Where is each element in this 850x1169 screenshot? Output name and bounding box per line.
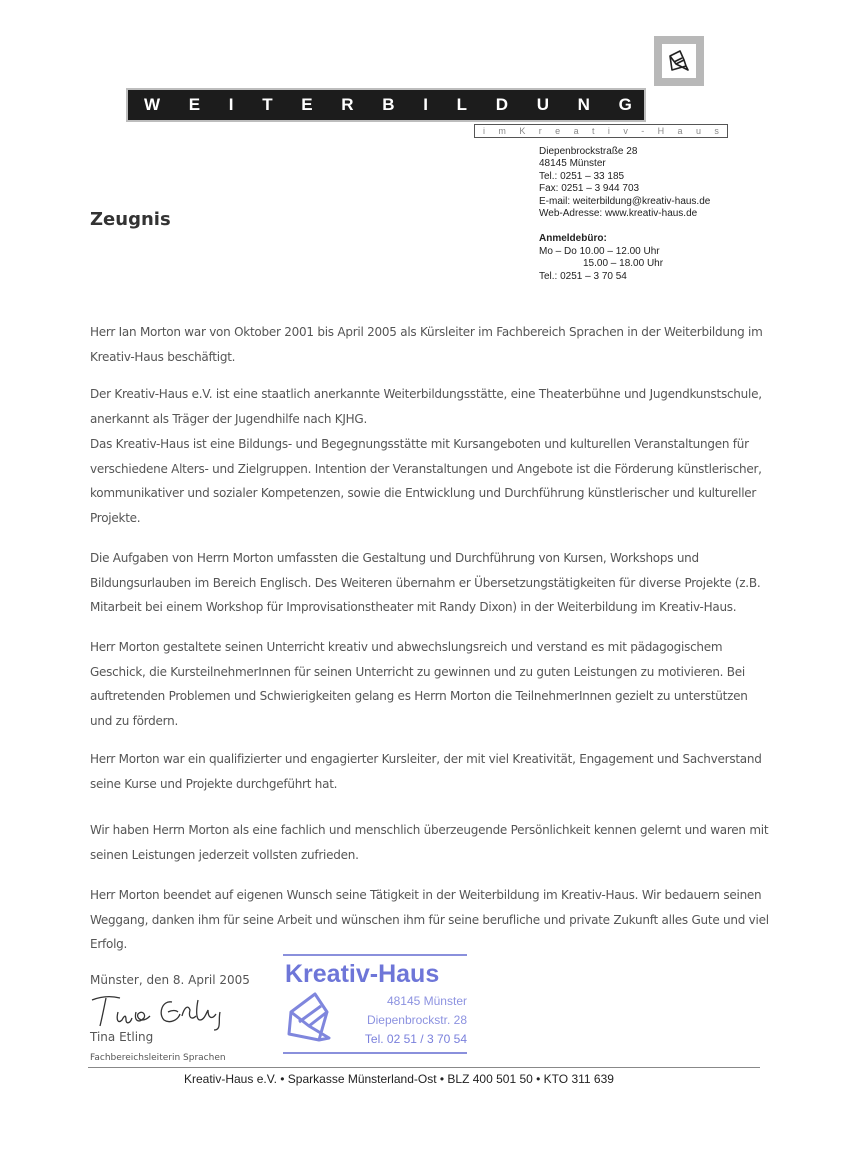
banner-letter: W bbox=[144, 95, 161, 114]
sub-letter: K bbox=[519, 126, 526, 136]
paragraph-qualification: Herr Morton war ein qualifizierter und engagierter Kursleiter, der mit viel Kreativität, Engagement und Sachverstand seine Kurse und Projekte durchgeführt hat. bbox=[90, 752, 762, 791]
banner-letter: G bbox=[618, 95, 632, 114]
stamp-bottom-line bbox=[283, 1052, 467, 1054]
address-web[interactable]: Web-Adresse: www.kreativ-haus.de bbox=[539, 208, 698, 220]
stamp-city: 48145 Münster bbox=[386, 994, 467, 1008]
logo-box bbox=[654, 36, 704, 86]
address-city: 48145 Münster bbox=[539, 158, 606, 170]
stamp-street: Diepenbrockstr. 28 bbox=[366, 1013, 467, 1027]
address-tel: Tel.: 0251 – 33 185 bbox=[539, 170, 625, 182]
paragraph-organization: Der Kreativ-Haus e.V. ist eine staatlich anerkannte Weiterbildungsstätte, eine Theaterbühne und Jugendkunstschule, anerkannt als Träger der Jugendhilfe nach KJHG. bbox=[90, 387, 762, 426]
paragraph-duties: Die Aufgaben von Herrn Morton umfassten die Gestaltung und Durchführung von Kursen, Workshops und Bildungsurlauben im Bereich Englisch. Des Weiteren übernahm er Übersetzungstätigkeiten für diverse Projekte (z.B. Mitarbeit bei einem Workshop für Improvisationstheater mit Randy Dixon) in der Weiterbildung im Kreativ-Haus. bbox=[90, 551, 761, 614]
sub-letter: a bbox=[677, 126, 683, 136]
address-email[interactable]: E-mail: weiterbildung@kreativ-haus.de bbox=[539, 195, 711, 207]
paragraph-assessment: Wir haben Herrn Morton als eine fachlich und menschlich überzeugende Persönlichkeit kennen gelernt und waren mit seinen Leistungen jederzeit vollsten zufrieden. bbox=[90, 823, 769, 862]
sub-letter: - bbox=[641, 126, 645, 136]
address-block bbox=[539, 146, 710, 283]
banner-letter: U bbox=[536, 95, 549, 114]
paragraph-teaching: Herr Morton gestaltete seinen Unterricht kreativ und abwechslungsreich und verstand es mit pädagogischem Geschick, die KursteilnehmerInnen für seinen Unterricht zu gewinnen und zu guten Leistungen zu motivieren. Bei auftretenden Problemen und Schwierigkeiten gelang es Herrn Morton die TeilnehmerInnen gezielt zu unterstützen und zu fördern. bbox=[90, 640, 748, 728]
sub-letter: t bbox=[591, 126, 595, 136]
sub-letter: u bbox=[695, 126, 701, 136]
stamp-top-line bbox=[283, 954, 467, 956]
banner-letter: E bbox=[188, 95, 201, 114]
sub-letter: r bbox=[538, 126, 542, 136]
address-fax: Fax: 0251 – 3 944 703 bbox=[539, 183, 640, 195]
place-date: Münster, den 8. April 2005 bbox=[90, 973, 250, 987]
signer-name: Tina Etling bbox=[90, 1030, 154, 1044]
sub-letter: H bbox=[657, 126, 665, 136]
banner-letter: L bbox=[456, 95, 468, 114]
sub-letter: m bbox=[498, 126, 506, 136]
document-title: Zeugnis bbox=[90, 209, 171, 230]
stamp-envelope-logo-icon bbox=[285, 990, 345, 1046]
bank-footer: Kreativ-Haus e.V. • Sparkasse Münsterland-Ost • BLZ 400 501 50 • KTO 311 639 bbox=[184, 1072, 614, 1086]
sub-letter: e bbox=[555, 126, 561, 136]
office-label: Anmeldebüro: bbox=[539, 233, 607, 245]
banner-letter: N bbox=[577, 95, 590, 114]
banner-letter: I bbox=[423, 95, 428, 114]
sub-letter: s bbox=[714, 126, 719, 136]
office-tel: Tel.: 0251 – 3 70 54 bbox=[539, 270, 627, 282]
weiterbildung-banner bbox=[126, 88, 646, 122]
banner-letter: T bbox=[262, 95, 273, 114]
sub-letter: i bbox=[607, 126, 610, 136]
sub-letter: i bbox=[483, 126, 485, 136]
im-kreativ-haus-subbanner bbox=[474, 124, 728, 138]
sub-letter: a bbox=[573, 126, 579, 136]
banner-letter: I bbox=[228, 95, 234, 114]
address-street: Diepenbrockstraße 28 bbox=[539, 146, 638, 157]
banner-letter: D bbox=[495, 95, 509, 114]
banner-letter: R bbox=[341, 95, 354, 114]
banner-letter: E bbox=[301, 95, 313, 114]
paragraph-farewell: Herr Morton beendet auf eigenen Wunsch seine Tätigkeit in der Weiterbildung im Kreativ-Haus. Wir bedauern seinen Weggang, danken ihm für seine Arbeit und wünschen ihm für seine berufliche und private Zukunft alles Gute und viel Erfolg. bbox=[90, 888, 769, 951]
paragraph-employment: Herr Ian Morton war von Oktober 2001 bis April 2005 als Kürsleiter im Fachbereich Sprachen in der Weiterbildung im Kreativ-Haus beschäftigt. bbox=[90, 325, 763, 364]
company-stamp bbox=[283, 950, 467, 1058]
stamp-tel: Tel. 02 51 / 3 70 54 bbox=[364, 1032, 467, 1046]
sub-letter: v bbox=[623, 126, 628, 136]
office-hours-2: 15.00 – 18.00 Uhr bbox=[583, 258, 664, 270]
kreativ-haus-logo-icon bbox=[662, 44, 696, 78]
office-hours-1: Mo – Do 10.00 – 12.00 Uhr bbox=[539, 245, 660, 257]
signer-role: Fachbereichsleiterin Sprachen bbox=[90, 1053, 226, 1063]
footer-divider bbox=[88, 1067, 760, 1068]
paragraph-organization-purpose: Das Kreativ-Haus ist eine Bildungs- und Begegnungsstätte mit Kursangeboten und kulturellen Veranstaltungen für verschiedene Alters- und Zielgruppen. Intention der Veranstaltungen und Angebote ist die Förderung künstlerischer, kommunikativer und sozialer Kompetenzen, sowie die Entwicklung und Durchführung künstlerischer und kultureller Projekte. bbox=[90, 437, 762, 525]
banner-letter: B bbox=[382, 95, 395, 114]
stamp-name: Kreativ-Haus bbox=[285, 960, 440, 988]
